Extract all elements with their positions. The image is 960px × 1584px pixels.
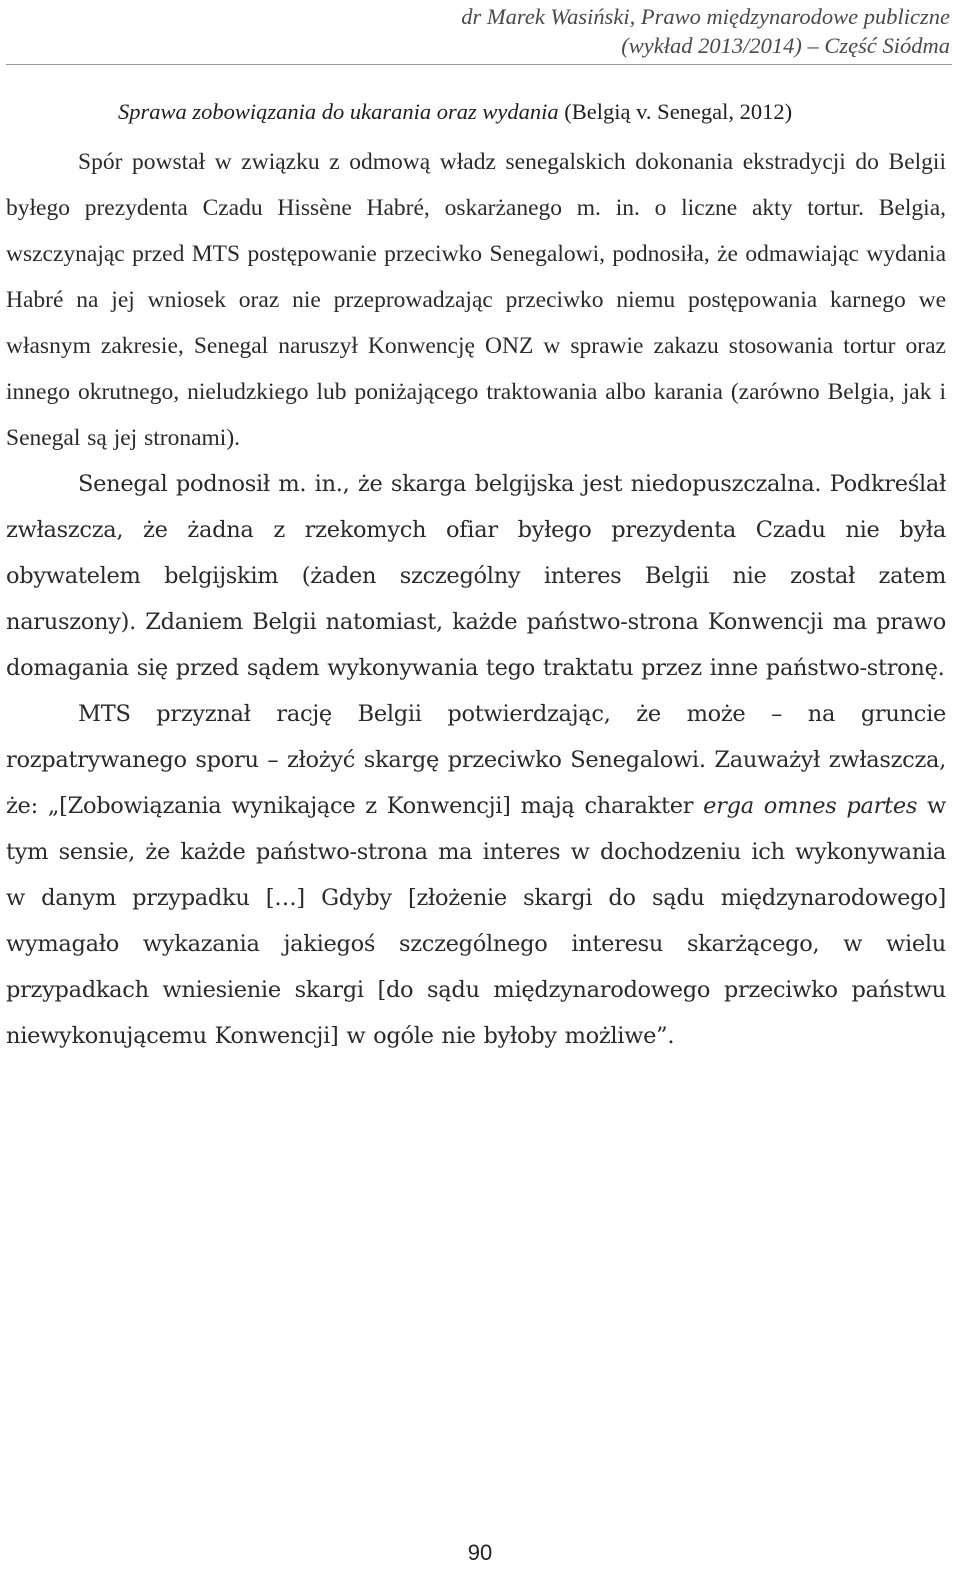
case-title-parties: (Belgią v. Senegal, 2012) xyxy=(558,99,793,124)
header-lecture-part: (wykład 2013/2014) – Część Siódma xyxy=(621,33,950,58)
case-title xyxy=(118,98,792,126)
paragraph-court-ruling xyxy=(6,691,946,1059)
ruling-latin-term: erga omnes partes xyxy=(703,793,918,819)
page-number: 90 xyxy=(467,1540,493,1565)
paragraph-belgium-claim: Belgia, wszczynając przed MTS postępowanie przeciwko Senegalowi, podnosiła, że odmawiając wydania Habré na jej wniosek oraz nie przeprowadzając przeciwko niemu postępowania karnego we własnym zakresie, Senegal naruszył Konwencję ONZ w sprawie zakazu stosowania tortur oraz innego okrutnego, nieludzkiego lub poniżającego traktowania albo karania (zarówno Belgia, jak i Senegal są jej stronami). xyxy=(6,195,946,451)
ruling-text-end: w tym sensie, że każde państwo-strona ma interes w dochodzeniu ich wykonywania w danym przypadku […] Gdyby [złożenie skargi do sądu międzynarodowego] wymagało wykazania jakiegoś szczególnego interesu skarżącego, w wielu przypadkach wniesienie skargi [do sądu międzynarodowego przeciwko państwu niewykonującemu Konwencji] w ogóle nie byłoby możliwe”. xyxy=(6,793,947,1049)
case-title-name: Sprawa zobowiązania do ukarania oraz wydania xyxy=(118,99,559,124)
document-body xyxy=(6,139,946,1059)
paragraph-senegal-objection: Senegal podnosił m. in., że skarga belgijska jest niedopuszczalna. Podkreślał zwłaszcza, że żadna z rzekomych ofiar byłego prezydenta Czadu nie była obywatelem belgijskim (żaden szczególny interes Belgii nie został zatem naruszony). Zdaniem Belgii natomiast, każde państwo-strona Konwencji ma prawo domagania się przed sądem wykonywania tego traktatu przez inne państwo-stronę. xyxy=(6,471,946,681)
ruling-text-start: MTS przyznał rację Belgii potwierdzając, że może – na gruncie rozpatrywanego sporu – złożyć skargę przeciwko Senegalowi. Zauważył zwłaszcza, że: „[Zobowiązania wynikające z Konwencji] mają charakter xyxy=(6,701,946,819)
header-divider xyxy=(6,64,952,65)
running-header xyxy=(461,2,950,60)
paragraph-dispute-origin: Spór powstał w związku z odmową władz senegalskich dokonania ekstradycji do Belgii byłego prezydenta Czadu Hissène Habré, oskarżanego m. in. o liczne akty tortur. xyxy=(6,149,946,221)
paragraph-dispute-background xyxy=(6,139,946,461)
header-author-title: dr Marek Wasiński, Prawo międzynarodowe publiczne xyxy=(461,4,950,29)
